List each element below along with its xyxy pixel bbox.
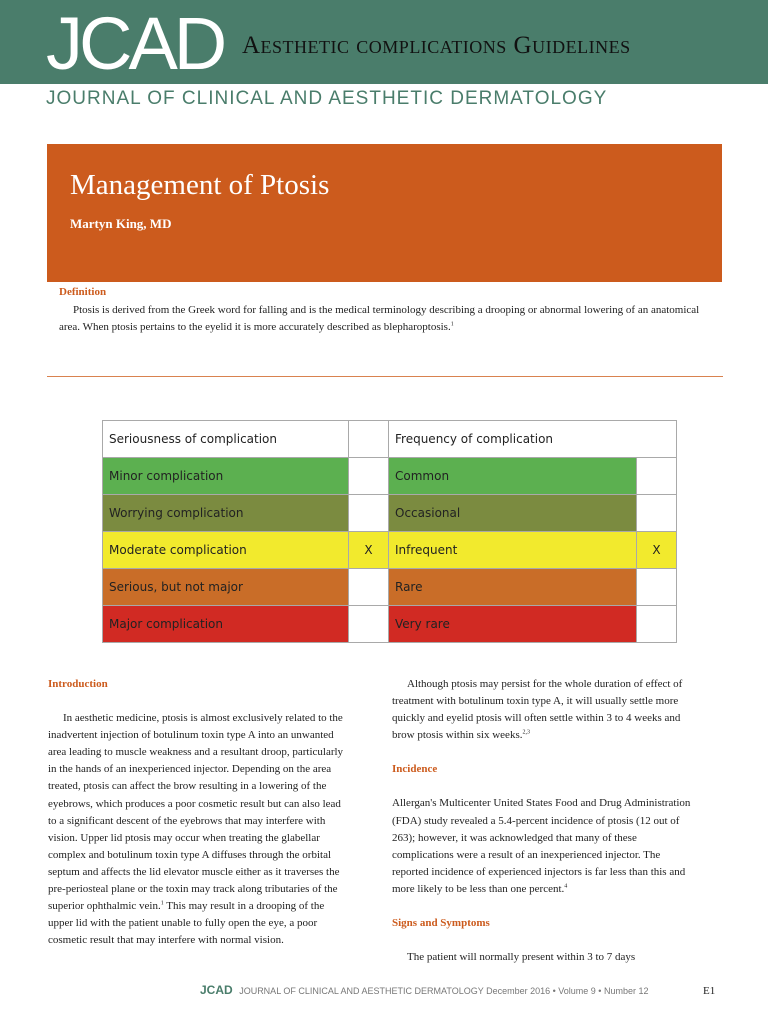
journal-name: JOURNAL OF CLINICAL AND AESTHETIC DERMATOLOGY: [46, 88, 608, 109]
header-blank: [349, 421, 389, 458]
frequency-mark: [637, 606, 677, 643]
table-row: [103, 458, 677, 495]
left-column: [48, 676, 348, 949]
article-author: Martyn King, MD: [70, 216, 172, 231]
seriousness-mark: [349, 458, 389, 495]
jcad-logo: JCAD: [46, 2, 224, 85]
frequency-cell: Very rare: [389, 606, 637, 643]
frequency-cell: Occasional: [389, 495, 637, 532]
table-header-row: [103, 421, 677, 458]
seriousness-mark: X: [349, 532, 389, 569]
page-footer: [200, 983, 648, 997]
footer-citation: JOURNAL OF CLINICAL AND AESTHETIC DERMATOLOGY December 2016 • Volume 9 • Number 12: [239, 986, 649, 996]
frequency-cell: Infrequent: [389, 532, 637, 569]
incidence-heading: Incidence: [392, 763, 438, 776]
frequency-mark: [637, 458, 677, 495]
frequency-cell: Common: [389, 458, 637, 495]
header-frequency: Frequency of complication: [389, 421, 677, 458]
frequency-mark: [637, 569, 677, 606]
section-divider: [47, 376, 723, 377]
header-seriousness: Seriousness of complication: [103, 421, 349, 458]
series-title: Aesthetic complications Guidelines: [242, 32, 631, 59]
table-row: [103, 495, 677, 532]
introduction-paragraph: In aesthetic medicine, ptosis is almost exclusively related to the inadvertent injection of botulinum toxin type A into an unwanted area leading to muscle weakness and a resultant droop, particularly in the hands of an inexperienced injector. Depending on the area treated, ptosis can affect the brow resulting in a lowering of the eyebrows, which produces a poor cosmetic result but can also lead to a significant descent of the eyebrows that may interfere with vision. Upper lid ptosis may occur when treating the glabellar complex and botulinum toxin type A diffuses through the orbital septum and affects the lid elevator muscle either as it traverses the pre-periosteal plane or the toxin may track along tributaries of the superior ophthalmic vein.$^1$ This may result in a drooping of the upper lid with the patient unable to fully open the eye, a poor cosmetic result that may interfere with normal vision.: [48, 712, 344, 947]
seriousness-cell: Moderate complication: [103, 532, 349, 569]
footer-logo: JCAD: [200, 983, 233, 997]
article-title: Management of Ptosis: [70, 169, 330, 201]
frequency-cell: Rare: [389, 569, 637, 606]
article-title-box: [47, 144, 722, 282]
seriousness-mark: [349, 495, 389, 532]
seriousness-mark: [349, 606, 389, 643]
frequency-mark: X: [637, 532, 677, 569]
complication-table: [102, 420, 677, 643]
signs-heading: Signs and Symptoms: [392, 917, 490, 930]
seriousness-cell: Major complication: [103, 606, 349, 643]
signs-paragraph: The patient will normally present within 3 to 7 days: [407, 951, 636, 964]
table-row: [103, 606, 677, 643]
right-column: [392, 676, 692, 966]
seriousness-cell: Worrying complication: [103, 495, 349, 532]
seriousness-cell: Minor complication: [103, 458, 349, 495]
seriousness-mark: [349, 569, 389, 606]
page-number: E1: [703, 985, 716, 997]
incidence-paragraph: Allergan's Multicenter United States Food and Drug Administration (FDA) study revealed a 5.4-percent incidence of ptosis (12 out of 263); however, it was acknowledged that many of these complications were a result of an inexperienced injector. The reported incidence of experienced injectors is far less than this and more likely to be less than one percent.$^4$: [392, 797, 691, 895]
header-band: [0, 0, 768, 84]
frequency-mark: [637, 495, 677, 532]
table-row: [103, 532, 677, 569]
definition-heading: Definition: [59, 286, 107, 298]
introduction-paragraph-2: Although ptosis may persist for the whole duration of effect of treatment with botulinum toxin type A, it will usually settle more quickly and eyelid ptosis will often settle within 3 to 4 weeks and brow ptosis within six weeks.$^{2,3}$: [392, 678, 683, 742]
table-row: [103, 569, 677, 606]
seriousness-cell: Serious, but not major: [103, 569, 349, 606]
definition-text: Ptosis is derived from the Greek word for falling and is the medical terminology describing a drooping or abnormal lowering of an anatomical area. When ptosis pertains to the eyelid it is more accurately described as blepharoptosis.$^1$: [59, 304, 700, 333]
introduction-heading: Introduction: [48, 678, 108, 690]
